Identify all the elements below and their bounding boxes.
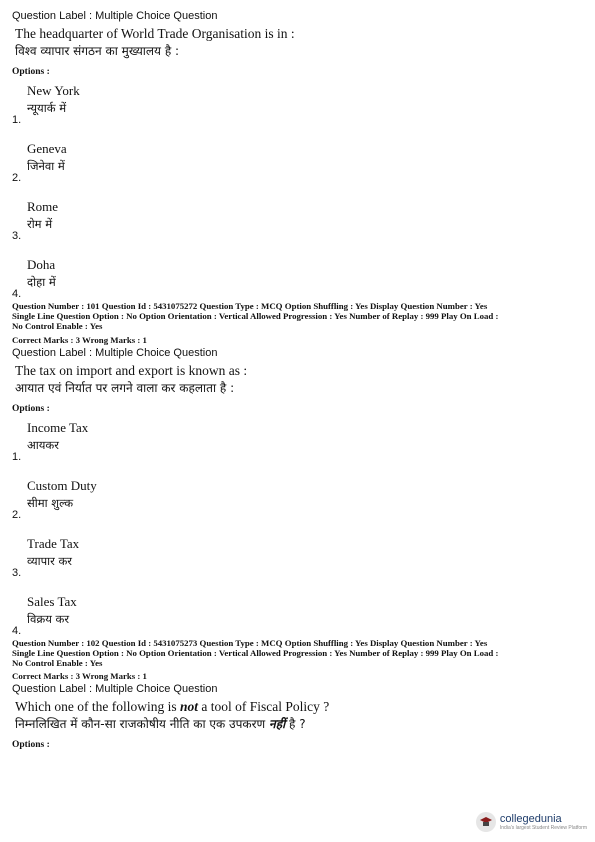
option-4[interactable] <box>12 592 583 638</box>
options-label: Options : <box>12 67 50 77</box>
option-3[interactable] <box>12 197 583 255</box>
option-2[interactable] <box>12 476 583 534</box>
options-label: Options : <box>12 740 50 751</box>
question-text-en <box>15 699 583 715</box>
question-meta-line: Single Line Question Option : No Option Orientation : Vertical Allowed Progression : Yes Number of Replay : 999 Play On Load : <box>12 311 499 322</box>
option-1[interactable] <box>12 81 583 139</box>
collegedunia-logo <box>476 812 587 832</box>
option-text-en: Geneva <box>27 141 67 156</box>
option-text-hi: जिनेवा में <box>27 159 65 173</box>
option-4[interactable] <box>12 255 583 301</box>
question-block-3 <box>12 638 583 751</box>
option-1[interactable] <box>12 418 583 476</box>
question-text-hi: आयात एवं निर्यात पर लगने वाला कर कहलाता है : <box>15 380 235 395</box>
exam-page <box>12 10 583 754</box>
option-number: 1. <box>12 114 22 126</box>
option-text-hi: दोहा में <box>27 275 56 289</box>
option-text-en: Sales Tax <box>27 593 77 609</box>
question-label: Question Label : Multiple Choice Question <box>12 346 218 359</box>
question-text-en: The tax on import and export is known as : <box>15 362 248 378</box>
option-text-en: Rome <box>27 199 59 214</box>
graduation-cap-icon <box>476 812 496 832</box>
option-text-hi: रोम में <box>27 217 53 231</box>
logo-name: collegedunia <box>499 813 562 825</box>
option-text-hi: विक्रय कर <box>27 611 70 626</box>
question-block-1 <box>12 10 583 301</box>
option-number: 3. <box>12 566 22 579</box>
question-text-hi-emphasis: नहीं <box>269 717 286 732</box>
option-text-en: Doha <box>27 257 56 272</box>
question-meta-line: No Control Enable : Yes <box>12 321 103 332</box>
option-number: 4. <box>12 624 22 637</box>
marks-info: Correct Marks : 3 Wrong Marks : 1 <box>12 334 147 345</box>
option-text-hi: सीमा शुल्क <box>27 495 74 510</box>
option-number: 3. <box>12 230 22 242</box>
marks-info: Correct Marks : 3 Wrong Marks : 1 <box>12 671 147 682</box>
option-text-hi: न्यूयार्क में <box>27 101 67 115</box>
option-text-en: Trade Tax <box>27 535 80 551</box>
question-text-hi <box>15 715 583 732</box>
question-label: Question Label : Multiple Choice Question <box>12 10 218 22</box>
question-meta-line: Single Line Question Option : No Option Orientation : Vertical Allowed Progression : Yes Number of Replay : 999 Play On Load : <box>12 647 499 658</box>
options-label: Options : <box>12 403 50 414</box>
question-meta-line: Question Number : 101 Question Id : 5431075272 Question Type : MCQ Option Shuffling : Yes Display Question Number : Yes <box>12 301 488 311</box>
question-meta-line: No Control Enable : Yes <box>12 658 103 669</box>
question-text-en-post: a tool of Fiscal Policy ? <box>197 699 330 715</box>
option-2[interactable] <box>12 139 583 197</box>
option-text-hi: व्यापार कर <box>27 553 72 568</box>
option-3[interactable] <box>12 534 583 592</box>
question-label: Question Label : Multiple Choice Question <box>12 683 218 696</box>
question-text-hi-pre: निम्नलिखित में कौन-सा राजकोषीय नीति का एक उपकरण <box>15 717 270 732</box>
option-number: 1. <box>12 450 22 463</box>
question-text-en-pre: Which one of the following is <box>15 699 180 715</box>
question-text-en: The headquarter of World Trade Organisation is in : <box>15 26 295 41</box>
question-text-hi-post: है ? <box>285 717 306 732</box>
option-text-hi: आयकर <box>27 437 59 452</box>
logo-tagline: India's largest Student Review Platform <box>499 825 587 831</box>
question-text-en-emphasis: not <box>179 699 198 715</box>
question-meta-line: Question Number : 102 Question Id : 5431075273 Question Type : MCQ Option Shuffling : Yes Display Question Number : Yes <box>12 637 488 648</box>
option-number: 2. <box>12 172 22 184</box>
option-text-en: New York <box>27 83 80 98</box>
option-number: 4. <box>12 288 22 300</box>
question-block-2 <box>12 301 583 638</box>
option-text-en: Custom Duty <box>27 477 97 493</box>
question-text-hi: विश्व व्यापार संगठन का मुख्यालय है : <box>15 44 180 58</box>
option-number: 2. <box>12 508 22 521</box>
option-text-en: Income Tax <box>27 419 89 435</box>
